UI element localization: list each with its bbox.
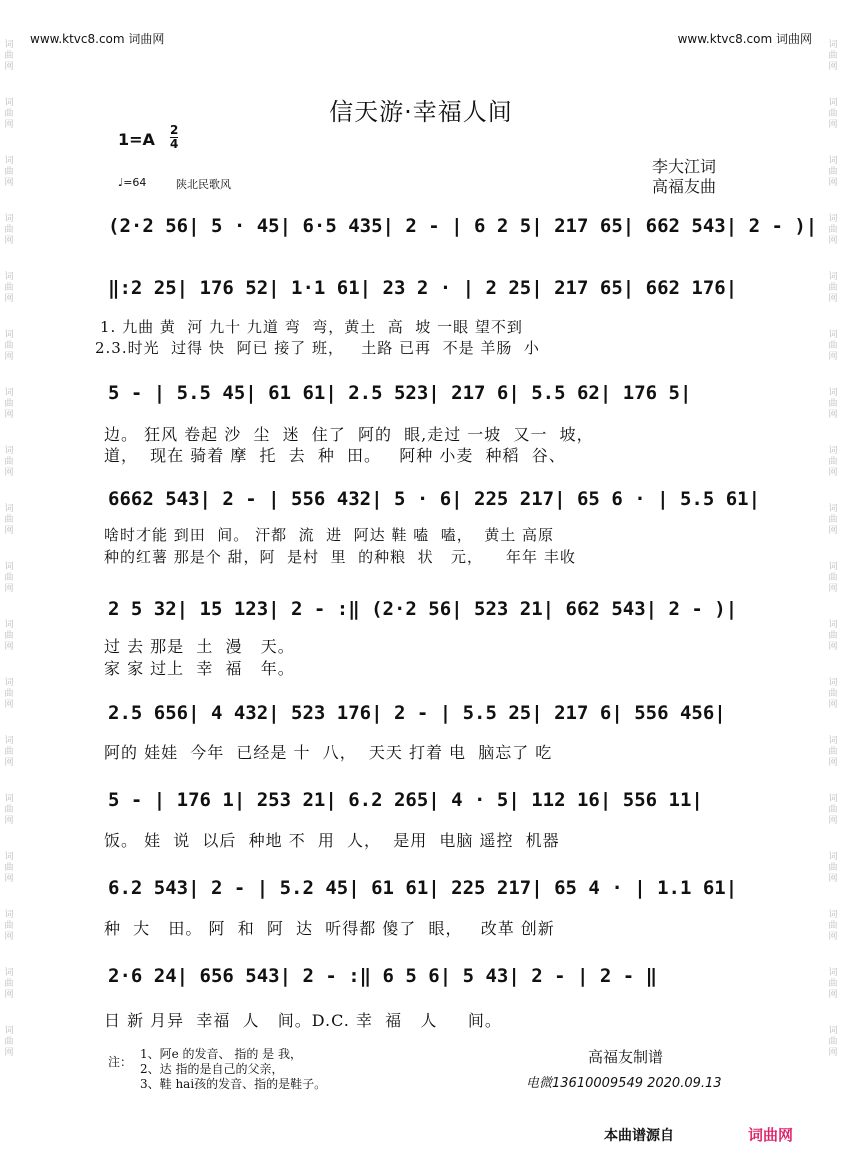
lyric-line: 阿的 娃娃 今年 已经是 十 八， 天天 打着 电 脑忘了 吃 (104, 743, 553, 762)
lyric-line: 日 新 月异 幸福 人 间。D.C. 幸 福 人 间。 (104, 1011, 502, 1030)
composer-credit: 高福友曲 (652, 177, 717, 196)
lyric-line: 家 家 过上 幸 福 年。 (104, 659, 295, 678)
lyric-line: 过 去 那是 土 漫 天。 (104, 637, 295, 656)
song-title: 信天游·幸福人间 (329, 98, 513, 126)
notation-row-5: 2 5 32| 15 123| 2 - :‖ (2·2 56| 523 21| 662 543| 2 - )| (108, 598, 738, 620)
tempo-mark: ♩=64 (118, 176, 147, 189)
lyric-line: 种 大 田。 阿 和 阿 达 听得都 傻了 眼， 改革 创新 (104, 919, 555, 938)
notation-row-7: 5 - | 176 1| 253 21| 6.2 265| 4 · 5| 112 16| 556 11| (108, 789, 703, 811)
lyric-line: 种的红薯 那是个 甜，阿 是村 里 的种粮 状 元， 年年 丰收 (104, 548, 576, 566)
lyric-line: 边。 狂风 卷起 沙 尘 迷 住了 阿的 眼,走过 一坡 又一 坡， (104, 425, 594, 444)
time-signature: 2 4 (170, 123, 179, 151)
notation-row-4: 6662 543| 2 - | 556 432| 5 · 6| 225 217| 65 6 · | 5.5 61| (108, 488, 761, 510)
site-watermark-right[interactable]: www.ktvc8.com 词曲网 (677, 32, 812, 46)
notation-row-2: ‖:2 25| 176 52| 1·1 61| 23 2 · | 2 25| 217 65| 662 176| (108, 277, 738, 299)
lyric-line: 1. 九曲 黄 河 九十 九道 弯 弯，黄土 高 坡 一眼 望不到 (100, 318, 523, 336)
notation-row-9: 2·6 24| 656 543| 2 - :‖ 6 5 6| 5 43| 2 - | 2 - ‖ (108, 965, 658, 987)
note-item: 3、鞋 hai孩的发音、指的是鞋子。 (140, 1077, 327, 1091)
lyricist-credit: 李大江词 (652, 157, 717, 176)
key-signature: 1=A (118, 130, 155, 149)
arranger-credit: 高福友制谱 (588, 1048, 664, 1066)
notes-label: 注： (108, 1055, 133, 1069)
note-item: 1、阿e 的发音、 指的 是 我， (140, 1047, 302, 1061)
side-watermark-left: 词曲网 词曲网 词曲网 词曲网 词曲网 词曲网 词曲网 词曲网 词曲网 词曲网 词曲网 词曲网 词曲网 词曲网 词曲网 词曲网 词曲网 词曲网 (4, 40, 14, 1058)
lyric-line: 啥时才能 到田 间。 汗都 流 进 阿达 鞋 嗑 嗑， 黄土 高原 (104, 526, 555, 544)
notation-row-1: (2·2 56| 5 · 45| 6·5 435| 2 - | 6 2 5| 217 65| 662 543| 2 - )| (108, 215, 818, 237)
lyric-line: 道， 现在 骑着 摩 托 去 种 田。 阿种 小麦 种稻 谷、 (104, 446, 566, 465)
notation-row-6: 2.5 656| 4 432| 523 176| 2 - | 5.5 25| 217 6| 556 456| (108, 702, 726, 724)
lyric-line: 饭。 娃 说 以后 种地 不 用 人， 是用 电脑 遥控 机器 (104, 831, 560, 850)
lyric-line: 2.3.时光 过得 快 阿已 接了 班， 土路 已再 不是 羊肠 小 (95, 339, 540, 357)
contact-info: 电微13610009549 2020.09.13 (526, 1076, 722, 1091)
notation-row-3: 5 - | 5.5 45| 61 61| 2.5 523| 217 6| 5.5 62| 176 5| (108, 382, 692, 404)
style-mark: 陕北民歌风 (176, 178, 231, 191)
source-label: 本曲谱源自 (604, 1128, 674, 1144)
notation-row-8: 6.2 543| 2 - | 5.2 45| 61 61| 225 217| 65 4 · | 1.1 61| (108, 877, 738, 899)
source-brand-link[interactable]: 词曲网 (748, 1126, 794, 1144)
site-watermark-left[interactable]: www.ktvc8.com 词曲网 (30, 32, 165, 46)
side-watermark-right: 词曲网 词曲网 词曲网 词曲网 词曲网 词曲网 词曲网 词曲网 词曲网 词曲网 词曲网 词曲网 词曲网 词曲网 词曲网 词曲网 词曲网 词曲网 (828, 40, 838, 1058)
note-item: 2、达 指的是自己的父亲， (140, 1062, 284, 1076)
